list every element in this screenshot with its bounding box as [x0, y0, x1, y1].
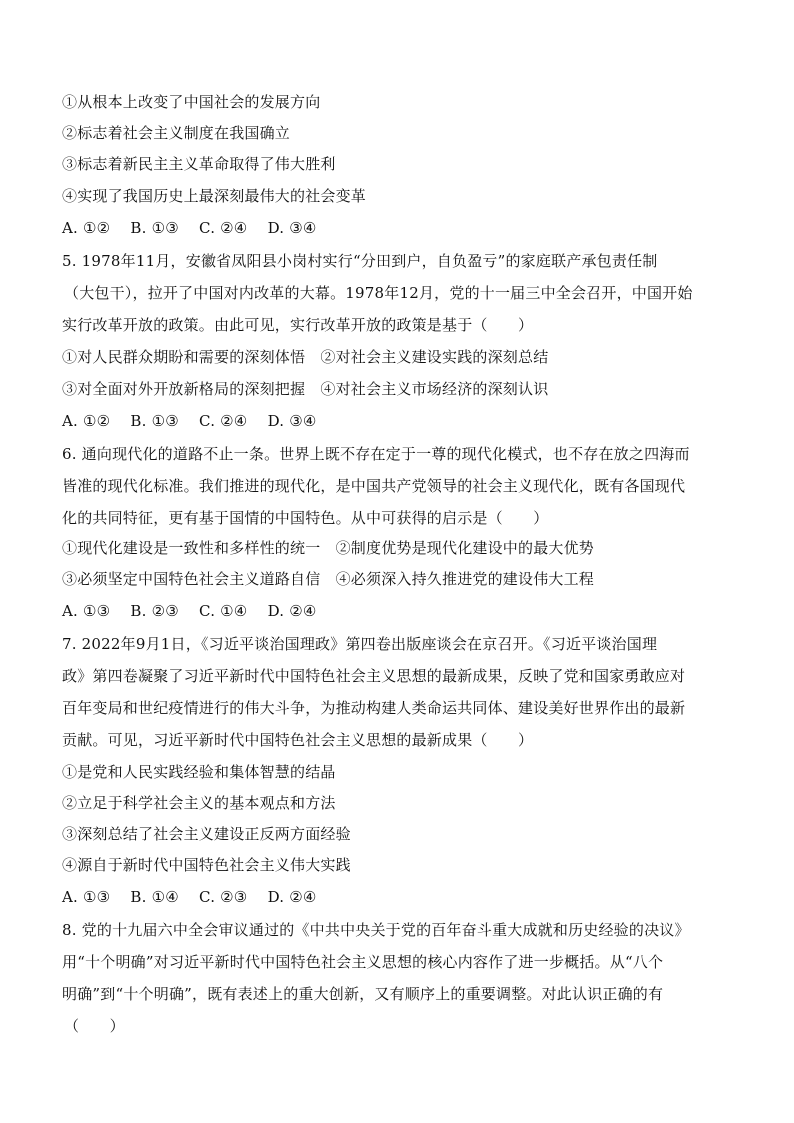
answer-blank: （ ） [64, 1017, 125, 1035]
question-7-text: 百年变局和世纪疫情进行的伟大斗争，为推动构建人类命运共同体、建设美好世界作出的最新 [62, 699, 686, 717]
question-5-text: 5. 1978年11月，安徽省凤阳县小岗村实行“分田到户，自负盈亏”的家庭联产承包责任制 [62, 252, 658, 270]
answer-choices: A. ①② B. ①③ C. ②④ D. ③④ [62, 412, 317, 430]
question-8-text: 明确”到“十个明确”，既有表述上的重大创新，又有顺序上的重要调整。对此认识正确的有 [62, 985, 664, 1003]
question-7-text: 7. 2022年9月1日，《习近平谈治国理政》第四卷出版座谈会在京召开。《习近平谈治国理 [62, 635, 658, 653]
answer-choices: A. ①③ B. ①④ C. ②③ D. ②④ [62, 888, 317, 906]
question-5-text: 实行改革开放的政策。由此可见，实行改革开放的政策是基于（ ） [62, 316, 534, 334]
option-line: ③必须坚定中国特色社会主义道路自信 ④必须深入持久推进党的建设伟大工程 [62, 570, 595, 588]
option-line: ③深刻总结了社会主义建设正反两方面经验 [62, 825, 351, 843]
question-6-text: 化的共同特征，更有基于国情的中国特色。从中可获得的启示是（ ） [62, 509, 549, 527]
option-line: ②立足于科学社会主义的基本观点和方法 [62, 794, 336, 812]
option-line: ②标志着社会主义制度在我国确立 [62, 124, 291, 142]
option-line: ①现代化建设是一致性和多样性的统一 ②制度优势是现代化建设中的最大优势 [62, 539, 595, 557]
option-line: ④源自于新时代中国特色社会主义伟大实践 [62, 856, 351, 874]
question-6-text: 皆准的现代化标准。我们推进的现代化，是中国共产党领导的社会主义现代化，既有各国现代 [62, 477, 686, 495]
question-5-text: （大包干），拉开了中国对内改革的大幕。1978年12月，党的十一届三中全会召开，中国开始 [64, 284, 693, 302]
question-6-text: 6. 通向现代化的道路不止一条。世界上既不存在定于一尊的现代化模式，也不存在放之四海而 [62, 445, 690, 463]
question-7-text: 贡献。可见，习近平新时代中国特色社会主义思想的最新成果（ ） [62, 731, 534, 749]
option-line: ③对全面对外开放新格局的深刻把握 ④对社会主义市场经济的深刻认识 [62, 380, 549, 398]
option-line: ④实现了我国历史上最深刻最伟大的社会变革 [62, 187, 367, 205]
answer-choices: A. ①③ B. ②③ C. ①④ D. ②④ [62, 602, 317, 620]
question-8-text: 用“十个明确”对习近平新时代中国特色社会主义思想的核心内容作了进一步概括。从“八个 [62, 953, 664, 971]
question-8-text: 8. 党的十九届六中全会审议通过的《中共中央关于党的百年奋斗重大成就和历史经验的决议》 [62, 921, 690, 939]
option-line: ①从根本上改变了中国社会的发展方向 [62, 93, 321, 111]
question-7-text: 政》第四卷凝聚了习近平新时代中国特色社会主义思想的最新成果，反映了党和国家勇敢应对 [62, 667, 686, 685]
answer-choices: A. ①② B. ①③ C. ②④ D. ③④ [62, 219, 317, 237]
option-line: ③标志着新民主主义革命取得了伟大胜利 [62, 155, 336, 173]
option-line: ①是党和人民实践经验和集体智慧的结晶 [62, 763, 336, 781]
option-line: ①对人民群众期盼和需要的深刻体悟 ②对社会主义建设实践的深刻总结 [62, 348, 549, 366]
